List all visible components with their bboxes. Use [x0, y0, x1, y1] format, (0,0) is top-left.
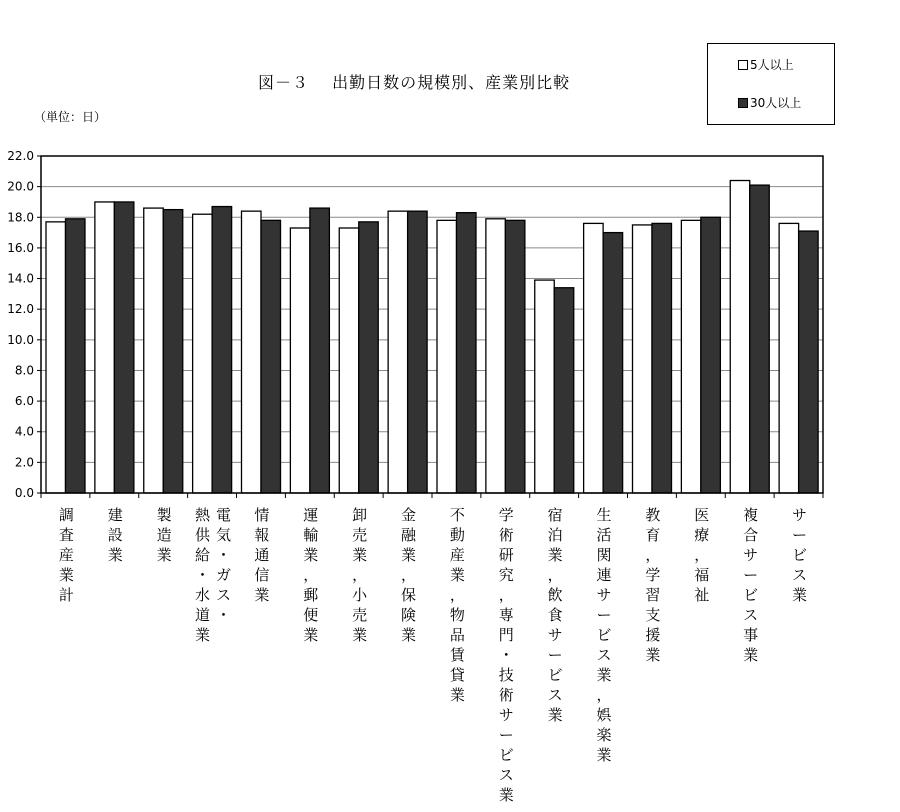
x-category-char: 供	[195, 526, 211, 544]
legend-item-5	[738, 56, 794, 73]
x-category-char: 賃	[449, 646, 465, 664]
x-category-char: ，	[547, 566, 563, 584]
x-category-label	[400, 505, 417, 645]
x-category-line	[194, 505, 211, 645]
bar-size30	[457, 213, 477, 493]
x-category-char: 卸	[352, 506, 368, 524]
x-category-char: 教	[645, 506, 661, 524]
x-category-char: ー	[792, 526, 808, 544]
bar-size5	[633, 225, 653, 493]
x-category-line	[547, 505, 564, 725]
x-category-line	[253, 505, 270, 605]
x-category-char: ，	[694, 546, 710, 564]
x-category-char: 業	[596, 666, 612, 684]
x-category-char: 祉	[694, 586, 710, 604]
y-tick-label: 14.0	[7, 271, 34, 286]
x-category-char: 医	[694, 506, 710, 524]
x-category-char: 動	[449, 526, 465, 544]
x-category-line	[58, 505, 75, 605]
x-category-line	[596, 505, 613, 765]
x-category-char: ビ	[498, 746, 514, 764]
x-category-label	[742, 505, 759, 665]
bar-size30	[163, 210, 183, 493]
bar-size30	[408, 211, 428, 493]
x-category-char: ー	[547, 646, 563, 664]
chart-title: 図－３ 出勤日数の規模別、産業別比較	[258, 73, 571, 92]
x-category-char: 業	[156, 546, 172, 564]
x-category-char: 関	[596, 546, 612, 564]
x-category-char: ビ	[596, 626, 612, 644]
bar-size30	[359, 222, 379, 493]
x-category-char: 給	[195, 546, 211, 564]
x-category-char: 娯	[596, 706, 612, 724]
x-category-char: 飲	[547, 586, 563, 604]
x-category-char: ス	[216, 586, 232, 604]
bar-size5	[144, 208, 164, 493]
bar-size30	[261, 220, 281, 493]
x-category-char: 造	[156, 526, 172, 544]
x-category-char: 物	[449, 606, 465, 624]
x-category-char: 泊	[547, 526, 563, 544]
x-category-char: 売	[352, 606, 368, 624]
x-category-char: 合	[743, 526, 759, 544]
x-category-char: 通	[254, 546, 270, 564]
x-category-line	[215, 505, 232, 645]
x-category-label	[498, 505, 515, 805]
x-category-char: 業	[547, 546, 563, 564]
x-category-char: 習	[645, 586, 661, 604]
bar-size30	[310, 208, 330, 493]
bar-size30	[652, 223, 672, 493]
legend-item-30	[738, 94, 801, 111]
bar-size5	[290, 228, 310, 493]
x-category-char: ス	[498, 766, 514, 784]
bar-size5	[437, 220, 457, 493]
bar-size5	[388, 211, 408, 493]
x-category-line	[644, 505, 661, 665]
x-category-char: ー	[596, 606, 612, 624]
x-category-char: ・	[216, 546, 232, 564]
x-category-char: ス	[743, 606, 759, 624]
bar-size30	[603, 233, 623, 493]
x-category-char: サ	[596, 586, 612, 604]
bar-size30	[554, 288, 574, 493]
x-category-char: 業	[352, 546, 368, 564]
x-category-label	[107, 505, 124, 565]
x-category-char: ・	[216, 606, 232, 624]
x-category-char: 究	[498, 566, 514, 584]
x-category-char: 気	[216, 526, 232, 544]
x-category-char: 専	[498, 606, 514, 624]
x-category-char: ・	[498, 646, 514, 664]
x-category-char: 水	[195, 586, 211, 604]
x-category-char: 道	[195, 606, 211, 624]
x-category-char: ，	[401, 566, 417, 584]
x-category-char: 便	[303, 606, 319, 624]
x-category-line	[742, 505, 759, 665]
bar-size30	[701, 217, 721, 493]
x-category-char: 電	[216, 506, 232, 524]
x-category-line	[400, 505, 417, 645]
x-category-char: 業	[303, 546, 319, 564]
x-category-char: 門	[498, 626, 514, 644]
x-category-char: 生	[596, 506, 612, 524]
x-category-char: 産	[449, 546, 465, 564]
x-category-char: ，	[596, 686, 612, 704]
x-category-char: 品	[449, 626, 465, 644]
x-category-char: サ	[498, 706, 514, 724]
x-category-label	[302, 505, 319, 645]
x-category-line	[107, 505, 124, 565]
bar-size30	[505, 220, 525, 493]
bar-size5	[193, 214, 213, 493]
bar-size5	[730, 181, 750, 493]
bar-size5	[779, 223, 799, 493]
x-category-char: 楽	[596, 726, 612, 744]
x-category-char: 業	[195, 626, 211, 644]
legend-swatch-white	[738, 60, 748, 70]
bar-size30	[799, 231, 819, 493]
x-category-char: 業	[498, 786, 514, 804]
bar-size5	[681, 220, 701, 493]
x-category-label	[253, 505, 270, 605]
x-category-char: ー	[498, 726, 514, 744]
x-category-char: ・	[195, 566, 211, 584]
x-category-char: 支	[645, 606, 661, 624]
x-category-line	[449, 505, 466, 705]
x-category-label	[194, 505, 232, 645]
y-tick-label: 22.0	[7, 149, 34, 163]
legend	[707, 43, 835, 125]
x-category-line	[498, 505, 515, 805]
legend-label: 30人以上	[750, 96, 802, 110]
x-category-label	[351, 505, 368, 645]
x-category-char: 宿	[547, 506, 563, 524]
x-category-char: ，	[498, 586, 514, 604]
bar-size5	[486, 219, 506, 493]
x-category-char: 事	[743, 626, 759, 644]
unit-label: （単位：日）	[34, 110, 107, 124]
x-category-char: 査	[58, 526, 74, 544]
x-category-char: 育	[645, 526, 661, 544]
x-category-char: 複	[743, 506, 759, 524]
x-category-char: 業	[645, 646, 661, 664]
x-category-char: 産	[58, 546, 74, 564]
x-category-char: 売	[352, 526, 368, 544]
x-category-char: 報	[254, 526, 270, 544]
x-category-char: 業	[743, 646, 759, 664]
bar-size30	[212, 207, 232, 493]
x-category-char: 業	[401, 626, 417, 644]
x-category-char: ス	[547, 686, 563, 704]
x-category-char: ビ	[792, 546, 808, 564]
x-category-char: 融	[401, 526, 417, 544]
x-category-char: 情	[254, 506, 270, 524]
x-category-label	[596, 505, 613, 765]
y-tick-label: 12.0	[7, 302, 34, 317]
x-category-line	[156, 505, 173, 565]
x-category-char: 険	[401, 606, 417, 624]
x-category-char: サ	[547, 626, 563, 644]
y-tick-label: 2.0	[14, 455, 34, 470]
x-category-char: 連	[596, 566, 612, 584]
x-category-char: 業	[596, 746, 612, 764]
x-category-char: ス	[596, 646, 612, 664]
x-category-char: 技	[498, 666, 514, 684]
x-category-label	[156, 505, 173, 565]
x-category-line	[693, 505, 710, 605]
x-category-char: 小	[352, 586, 368, 604]
x-category-char: 製	[156, 506, 172, 524]
bar-size30	[66, 219, 86, 493]
x-category-char: 運	[303, 506, 319, 524]
x-category-char: 貸	[449, 666, 465, 684]
x-category-char: 術	[498, 526, 514, 544]
y-tick-label: 8.0	[14, 363, 34, 378]
x-category-char: ，	[645, 546, 661, 564]
x-category-char: 業	[547, 706, 563, 724]
y-tick-label: 20.0	[7, 179, 34, 194]
x-category-char: ガ	[216, 566, 232, 584]
x-category-char: 不	[449, 506, 465, 524]
x-category-char: ，	[303, 566, 319, 584]
x-category-label	[693, 505, 710, 605]
x-category-char: 業	[303, 626, 319, 644]
x-category-char: ビ	[547, 666, 563, 684]
x-category-char: 研	[498, 546, 514, 564]
bar-size5	[46, 222, 66, 493]
x-category-label	[791, 505, 808, 605]
x-category-char: 業	[107, 546, 123, 564]
x-category-char: 郵	[303, 586, 319, 604]
x-category-char: 術	[498, 686, 514, 704]
y-tick-label: 16.0	[7, 240, 34, 255]
y-tick-label: 4.0	[14, 424, 34, 439]
x-category-char: 金	[401, 506, 417, 524]
x-category-line	[351, 505, 368, 645]
x-category-char: ビ	[743, 586, 759, 604]
x-category-char: 業	[401, 546, 417, 564]
bar-size30	[114, 202, 134, 493]
x-category-char: サ	[792, 506, 808, 524]
x-category-char: 調	[58, 506, 74, 524]
x-category-char: 設	[107, 526, 123, 544]
x-category-char: 学	[498, 506, 514, 524]
x-category-char: 援	[645, 626, 661, 644]
x-category-char: サ	[743, 546, 759, 564]
x-category-label	[449, 505, 466, 705]
legend-label: 5人以上	[750, 58, 794, 72]
x-category-label	[58, 505, 75, 605]
x-category-char: 建	[107, 506, 123, 524]
x-category-label	[547, 505, 564, 725]
x-category-char: ス	[792, 566, 808, 584]
y-tick-label: 10.0	[7, 332, 34, 347]
x-category-char: 業	[792, 586, 808, 604]
x-category-char: 業	[254, 586, 270, 604]
x-category-char: 業	[449, 566, 465, 584]
x-category-char: ー	[743, 566, 759, 584]
x-category-char: 業	[449, 686, 465, 704]
x-category-char: 食	[547, 606, 563, 624]
x-category-char: 学	[645, 566, 661, 584]
bar-size5	[339, 228, 359, 493]
x-category-char: ，	[352, 566, 368, 584]
x-category-label	[644, 505, 661, 665]
bar-size5	[535, 280, 555, 493]
bar-size30	[750, 185, 770, 493]
x-category-char: 福	[694, 566, 710, 584]
x-category-char: ，	[449, 586, 465, 604]
x-category-char: 輸	[303, 526, 319, 544]
x-category-char: 業	[58, 566, 74, 584]
y-tick-label: 6.0	[14, 394, 34, 409]
y-tick-label: 0.0	[14, 486, 34, 500]
x-category-line	[791, 505, 808, 605]
x-category-char: 信	[254, 566, 270, 584]
bar-size5	[95, 202, 115, 493]
bar-size5	[242, 211, 262, 493]
x-category-char: 熱	[195, 506, 211, 524]
x-category-char: 保	[401, 586, 417, 604]
x-category-char: 活	[596, 526, 612, 544]
x-category-line	[302, 505, 319, 645]
legend-swatch-dark	[738, 98, 748, 108]
x-category-char: 療	[694, 526, 710, 544]
x-category-char: 計	[58, 586, 74, 604]
y-tick-label: 18.0	[7, 210, 34, 225]
bar-size5	[584, 223, 604, 493]
x-category-char: 業	[352, 626, 368, 644]
